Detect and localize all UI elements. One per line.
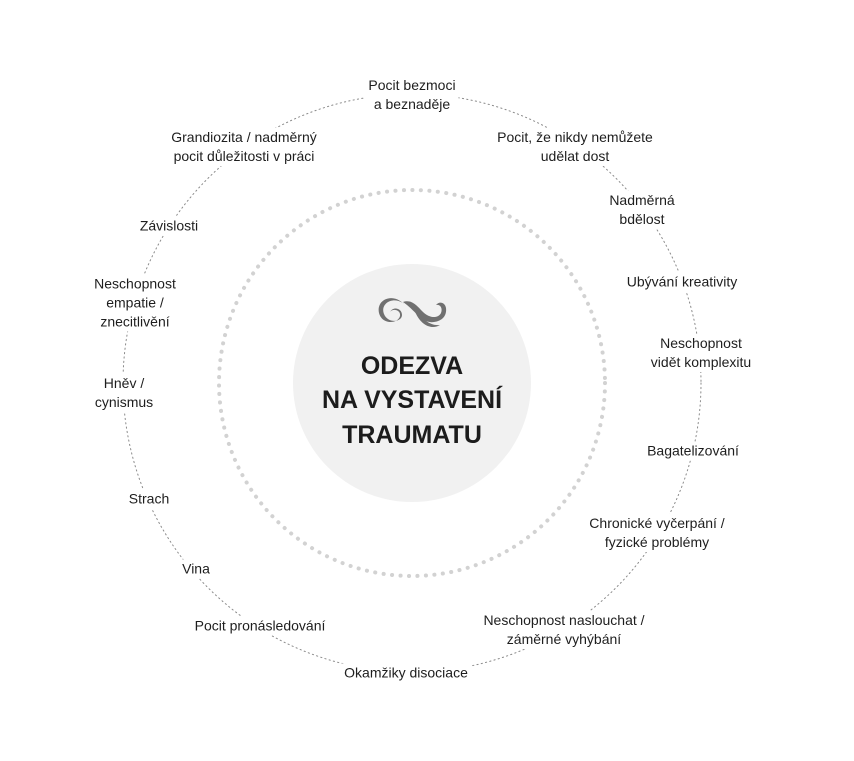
label-line: Nadměrná <box>609 192 675 208</box>
label-nadmerna-bdelost <box>606 191 677 229</box>
label-pocit-bezmoci <box>365 76 458 114</box>
label-line: Závislosti <box>139 217 199 234</box>
label-line: a beznaděje <box>373 96 451 112</box>
label-neschopnost-naslouchat <box>480 611 647 649</box>
label-ubyvani-kreativity <box>624 273 740 292</box>
label-line: Chronické vyčerpání / <box>589 515 725 531</box>
label-chronicke-vycerpani <box>586 514 727 552</box>
label-neschopnost-empatie <box>91 275 179 332</box>
label-line: Bagatelizování <box>647 442 739 459</box>
center-title-line-2: NA VYSTAVENÍ <box>321 386 503 414</box>
label-line: Vina <box>182 560 210 577</box>
label-line: pocit důležitosti v práci <box>173 148 315 164</box>
label-strach <box>126 490 172 509</box>
label-line: vidět komplexitu <box>650 354 752 370</box>
label-neschopnost-komplexitu <box>648 334 754 372</box>
center-title-line-3: TRAUMATU <box>342 421 482 449</box>
label-line: Neschopnost <box>660 335 742 351</box>
label-line: Pocit, že nikdy nemůžete <box>497 129 653 145</box>
label-okamziky-disociace <box>341 664 471 683</box>
label-nikdy-nemuzete <box>494 128 656 166</box>
label-line: bdělost <box>619 211 665 227</box>
label-line: udělat dost <box>540 148 610 164</box>
label-line: fyzické problémy <box>604 534 710 550</box>
label-grandiozita <box>168 128 320 166</box>
label-line: Pocit pronásledování <box>194 617 326 634</box>
label-line: Ubývání kreativity <box>626 273 738 290</box>
label-line: empatie / <box>106 294 164 311</box>
center-title-line-1: ODEZVA <box>360 352 464 380</box>
label-line: Neschopnost naslouchat / <box>483 612 645 628</box>
label-line: Strach <box>128 490 170 507</box>
label-zavislosti <box>137 217 201 236</box>
label-line: Hněv / <box>103 375 145 391</box>
label-line: Okamžiky disociace <box>344 664 468 681</box>
center-disc <box>293 264 531 502</box>
label-line: záměrné vyhýbání <box>506 631 622 647</box>
label-line: Grandiozita / nadměrný <box>171 129 317 145</box>
label-bagatelizovani <box>644 442 742 461</box>
label-hnev-cynismus <box>92 374 156 412</box>
label-line: Pocit bezmoci <box>368 77 456 93</box>
label-pocit-pronasledovani <box>192 617 329 636</box>
label-vina <box>179 560 213 579</box>
label-line: znecitlivění <box>100 313 170 330</box>
label-line: cynismus <box>94 394 154 410</box>
label-line: Neschopnost <box>94 275 176 292</box>
